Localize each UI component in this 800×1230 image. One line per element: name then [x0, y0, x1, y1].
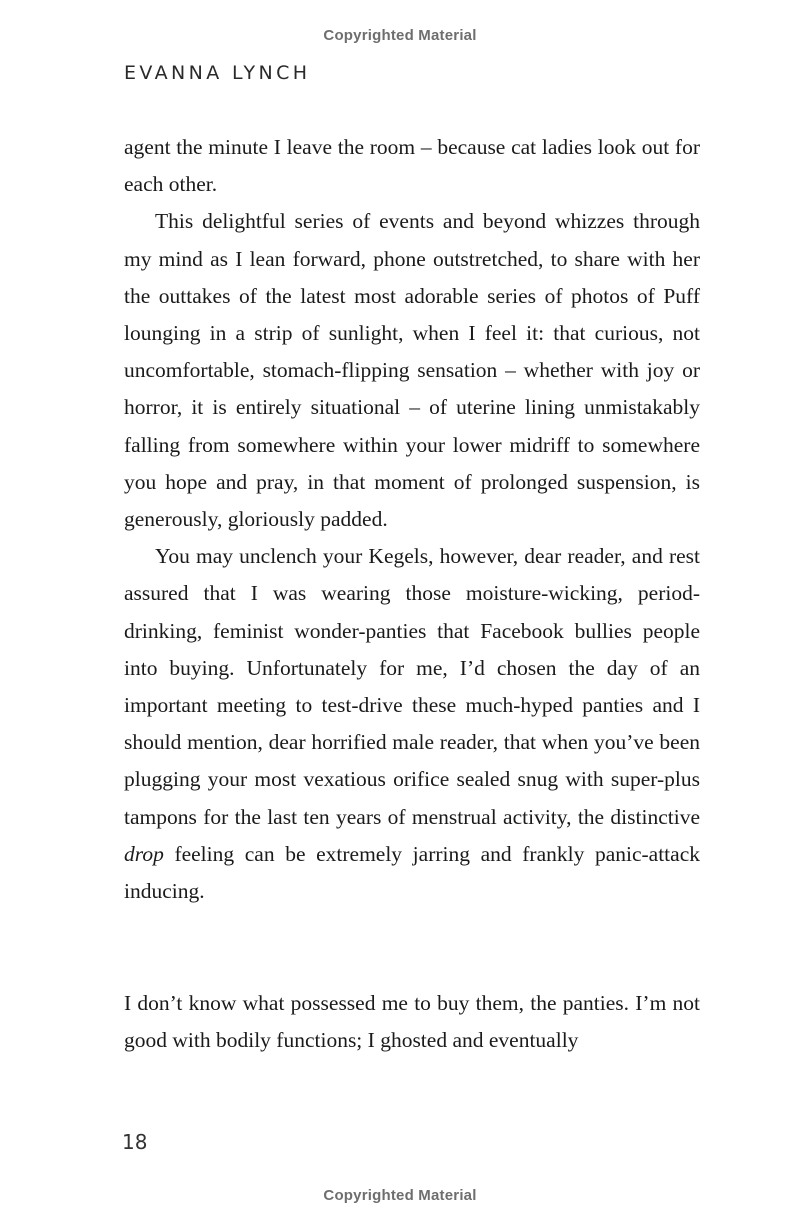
copyright-watermark-top: Copyrighted Material: [323, 27, 477, 44]
paragraph-3: [124, 538, 700, 910]
paragraph-4: I don’t know what possessed me to buy them, the panties. I’m not good with bodily functions; I ghosted and eventually: [124, 991, 700, 1053]
paragraph-1: agent the minute I leave the room – because cat ladies look out for each other.: [124, 135, 700, 197]
running-head-author: EVANNA LYNCH: [124, 62, 311, 84]
body-text-section-break: [124, 985, 700, 1059]
body-text: [124, 129, 700, 910]
paragraph-2: This delightful series of events and beyond whizzes through my mind as I lean forward, phone outstretched, to share with her the outtakes of the latest most adorable series of photos of Puff lounging in a strip of sunlight, when I feel it: that curious, not uncomfortable, stomach-flipping sensation – whether with joy or horror, it is entirely situational – of uterine lining unmistakably falling from somewhere within your lower midriff to somewhere you hope and pray, in that moment of prolonged suspension, is generously, gloriously padded.: [124, 209, 700, 532]
paragraph-3-text-b: feeling can be extremely jarring and frankly panic-attack inducing.: [124, 841, 700, 904]
paragraph-3-italic-word: drop: [124, 841, 164, 866]
paragraph-3-text-a: You may unclench your Kegels, however, dear reader, and rest assured that I was wearing those moisture-wicking, period-drinking, feminist wonder-panties that Facebook bullies people into buying. Unfortunately for me, I’d chosen the day of an important meeting to test-drive these much-hyped panties and I should mention, dear horrified male reader, that when you’ve been plugging your most vexatious orifice sealed snug with super-plus tampons for the last ten years of menstrual activity, the distinctive: [124, 544, 700, 829]
page-number: 18: [122, 1130, 148, 1154]
copyright-watermark-bottom: Copyrighted Material: [323, 1187, 477, 1204]
